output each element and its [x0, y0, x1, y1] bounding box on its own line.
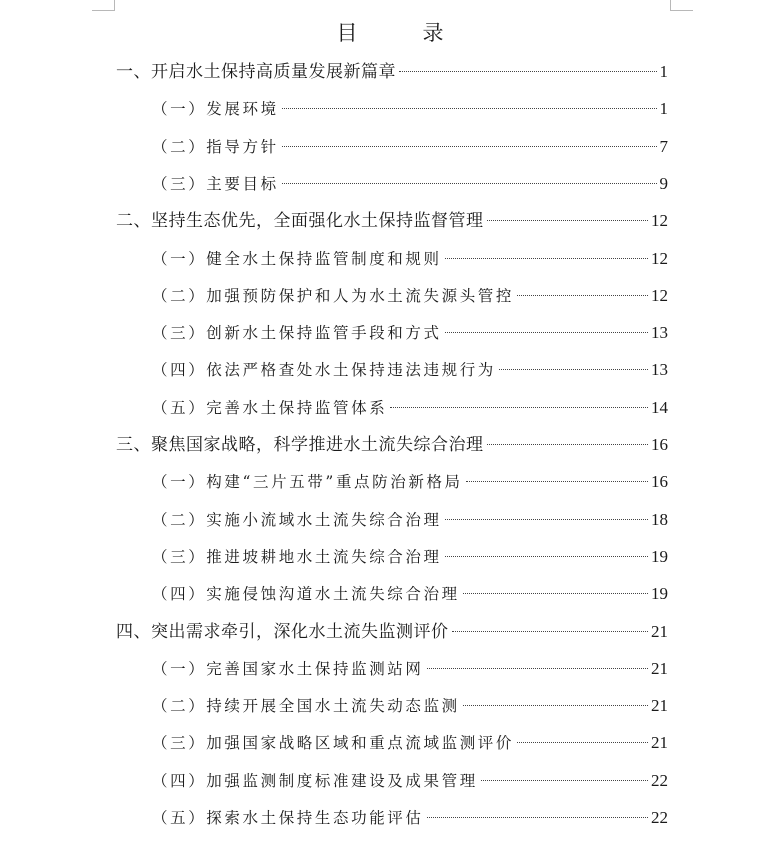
toc-dot-leader: [427, 817, 648, 818]
toc-section-entry[interactable]: [152, 94, 668, 124]
toc-chapter-entry[interactable]: [116, 617, 668, 647]
toc-entry-label: （五）完善水土保持监管体系: [152, 398, 388, 417]
toc-dot-leader: [452, 631, 649, 632]
toc-section-entry[interactable]: [152, 728, 668, 758]
toc-page-number: 19: [651, 584, 668, 604]
toc-entry-label: 三、聚焦国家战略，科学推进水土流失综合治理: [116, 435, 484, 455]
toc-title: 目 录: [336, 21, 466, 45]
toc-entry-label: （二）指导方针: [152, 137, 279, 156]
toc-section-entry[interactable]: [152, 579, 668, 609]
toc-chapter-entry[interactable]: [116, 206, 668, 236]
toc-dot-leader: [445, 519, 648, 520]
toc-page-number: 19: [651, 546, 668, 566]
toc-page-number: 12: [651, 211, 668, 231]
toc-page-number: 12: [651, 248, 668, 268]
toc-section-entry[interactable]: [152, 654, 668, 684]
toc-dot-leader: [445, 258, 648, 259]
toc-page-number: 21: [651, 733, 668, 753]
toc-dot-leader: [481, 780, 648, 781]
toc-dot-leader: [282, 183, 657, 184]
crop-mark-top-left: [92, 0, 115, 11]
toc-section-entry[interactable]: [152, 244, 668, 274]
toc-entry-label: （四）加强监测制度标准建设及成果管理: [152, 771, 478, 790]
toc-page-number: 16: [651, 435, 668, 454]
toc-section-entry[interactable]: [152, 281, 668, 311]
toc-section-entry[interactable]: [152, 393, 668, 423]
toc-page-number: 18: [651, 509, 668, 529]
toc-entry-label: （三）主要目标: [152, 174, 279, 193]
toc-page-number: 13: [651, 360, 668, 380]
toc-page-number: 21: [651, 696, 668, 716]
toc-page-number: 22: [651, 770, 668, 790]
toc-entry-label: （五）探索水土保持生态功能评估: [152, 809, 424, 827]
toc-entry-label: （二）加强预防保护和人为水土流失源头管控: [152, 286, 515, 305]
toc-section-entry[interactable]: [152, 803, 668, 833]
toc-page-number: 12: [651, 285, 668, 305]
toc-section-entry[interactable]: [152, 318, 668, 348]
toc-entry-label: （一）发展环境: [152, 100, 279, 119]
toc-page-number: 21: [651, 621, 668, 641]
toc-entry-label: （四）依法严格查处水土保持违法违规行为: [152, 361, 496, 380]
toc-section-entry[interactable]: [152, 505, 668, 535]
toc-entry-label: （一）构建“三片五带”重点防治新格局: [152, 473, 463, 492]
toc-dot-leader: [390, 407, 648, 408]
toc-dot-leader: [487, 444, 649, 445]
toc-page-number: 1: [659, 62, 668, 81]
toc-section-entry[interactable]: [152, 169, 668, 199]
toc-dot-leader: [427, 668, 648, 669]
toc-page-number: 21: [651, 658, 668, 678]
toc-entry-label: 二、坚持生态优先，全面强化水土保持监督管理: [116, 211, 484, 232]
toc-chapter-entry[interactable]: [116, 57, 668, 87]
toc-dot-leader: [282, 146, 657, 147]
toc-dot-leader: [399, 71, 657, 72]
toc-entry-label: （三）推进坡耕地水土流失综合治理: [152, 547, 442, 566]
toc-page-number: 7: [659, 136, 668, 156]
toc-dot-leader: [517, 742, 648, 743]
toc-dot-leader: [445, 332, 648, 333]
toc-entry-label: （三）创新水土保持监管手段和方式: [152, 324, 442, 343]
toc-section-entry[interactable]: [152, 542, 668, 572]
crop-mark-top-right: [670, 0, 693, 11]
toc-entry-label: （四）实施侵蚀沟道水土流失综合治理: [152, 585, 460, 604]
toc-entry-label: 一、开启水土保持高质量发展新篇章: [116, 62, 396, 82]
toc-section-entry[interactable]: [152, 132, 668, 162]
toc-entry-label: （三）加强国家战略区域和重点流域监测评价: [152, 734, 515, 753]
toc-entry-label: （一）完善国家水土保持监测站网: [152, 659, 424, 678]
toc-dot-leader: [517, 295, 648, 296]
toc-page-number: 16: [651, 472, 668, 492]
toc-section-entry[interactable]: [152, 355, 668, 385]
toc-chapter-entry[interactable]: [116, 430, 668, 460]
toc-page-number: 1: [659, 99, 668, 119]
toc-dot-leader: [463, 593, 648, 594]
toc-entry-label: （二）实施小流域水土流失综合治理: [152, 510, 442, 529]
toc-dot-leader: [487, 220, 649, 221]
toc-page-number: 14: [651, 397, 668, 417]
toc-entry-label: 四、突出需求牵引，深化水土流失监测评价: [116, 621, 449, 642]
toc-dot-leader: [466, 481, 648, 482]
toc-section-entry[interactable]: [152, 691, 668, 721]
toc-dot-leader: [463, 705, 648, 706]
toc-page-number: 13: [651, 323, 668, 343]
toc-dot-leader: [445, 556, 648, 557]
toc-entry-label: （一）健全水土保持监管制度和规则: [152, 249, 442, 268]
toc-section-entry[interactable]: [152, 467, 668, 497]
toc-page-number: 9: [659, 173, 668, 193]
toc-dot-leader: [282, 108, 657, 109]
toc-section-entry[interactable]: [152, 766, 668, 796]
toc-dot-leader: [499, 369, 648, 370]
toc-page-number: 22: [651, 808, 668, 827]
toc-entry-label: （二）持续开展全国水土流失动态监测: [152, 697, 460, 716]
